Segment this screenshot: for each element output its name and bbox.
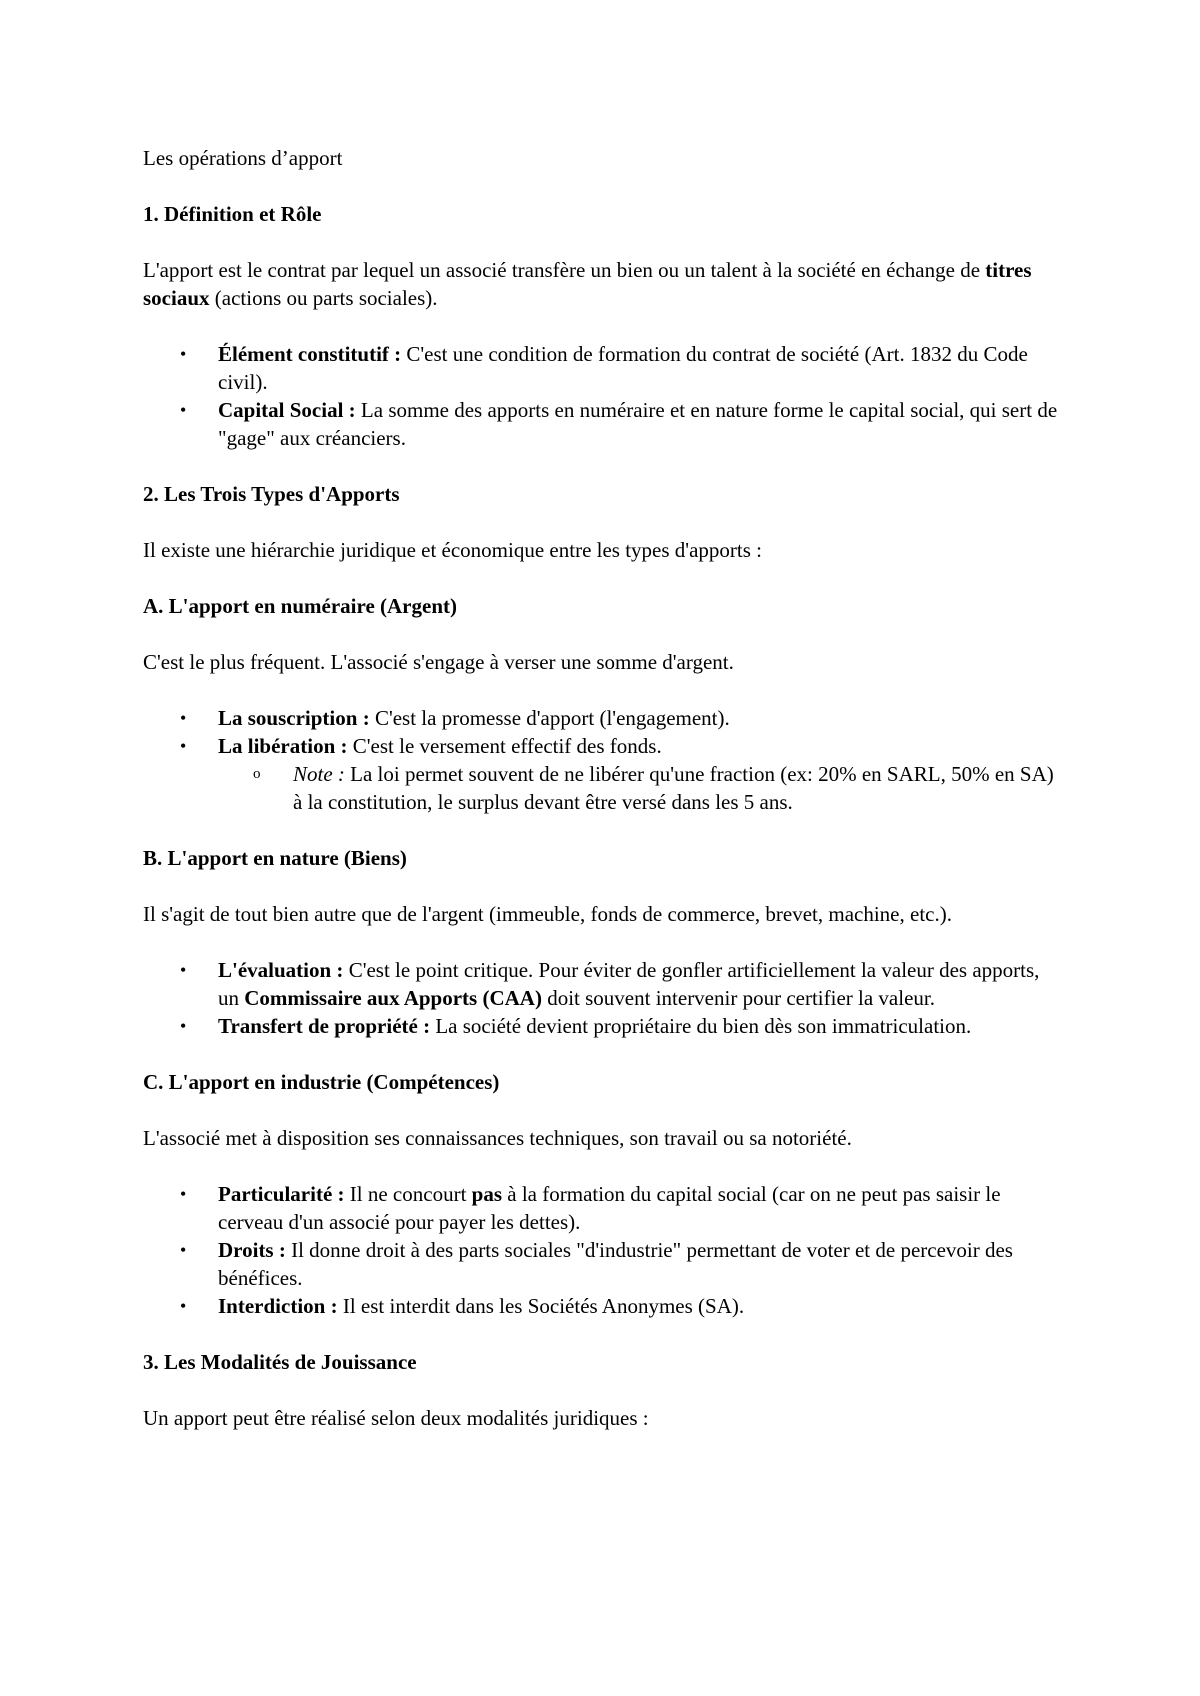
list-item-term: Interdiction : — [218, 1294, 338, 1318]
section-2-heading: 2. Les Trois Types d'Apports — [143, 482, 400, 506]
list-item-text: La somme des apports en numéraire et en nature forme le capital social, qui sert de "gage" aux créanciers. — [218, 398, 1058, 450]
subsection-b-bullet-list — [143, 956, 1058, 1040]
bullet-icon: • — [180, 1016, 187, 1036]
list-item-bold-term: pas — [471, 1182, 503, 1206]
section-1-heading: 1. Définition et Rôle — [143, 202, 322, 226]
bullet-icon: • — [180, 1184, 187, 1204]
list-item — [143, 1236, 1058, 1292]
list-item-term: La libération : — [218, 734, 348, 758]
list-item-text: C'est le point critique. Pour éviter de gonfler artificiellement la valeur des apports, un — [218, 958, 1040, 1010]
bullet-icon: • — [180, 400, 187, 420]
list-item-text: Il donne droit à des parts sociales "d'industrie" permettant de voter et de percevoir des bénéfices. — [218, 1238, 1013, 1290]
list-item-bold-term: Commissaire aux Apports (CAA) — [244, 986, 542, 1010]
circle-bullet-icon: o — [253, 766, 261, 782]
list-item-text: C'est la promesse d'apport (l'engagement). — [369, 706, 730, 730]
note-label: Note : — [293, 762, 345, 786]
list-item-term: Transfert de propriété : — [218, 1014, 431, 1038]
subsection-a-heading: A. L'apport en numéraire (Argent) — [143, 594, 457, 618]
list-item-term: Capital Social : — [218, 398, 356, 422]
list-item — [143, 704, 1058, 732]
list-item-text: La société devient propriétaire du bien dès son immatriculation. — [430, 1014, 972, 1038]
subsection-c-paragraph: L'associé met à disposition ses connaissances techniques, son travail ou sa notoriété. — [143, 1126, 852, 1150]
list-item-text: doit souvent intervenir pour certifier la valeur. — [541, 986, 935, 1010]
bullet-icon: • — [180, 1240, 187, 1260]
list-item-term: Particularité : — [218, 1182, 345, 1206]
section-1-bullet-list — [143, 340, 1058, 452]
list-item — [143, 340, 1058, 396]
section-3-paragraph: Un apport peut être réalisé selon deux modalités juridiques : — [143, 1406, 649, 1430]
list-item-term: L'évaluation : — [218, 958, 344, 982]
bullet-icon: • — [180, 708, 187, 728]
paragraph-bold-term: titres sociaux — [143, 258, 1032, 310]
paragraph-text: (actions ou parts sociales). — [209, 286, 438, 310]
list-item — [143, 396, 1058, 452]
section-3-heading: 3. Les Modalités de Jouissance — [143, 1350, 417, 1374]
document-title: Les opérations d’apport — [143, 146, 343, 170]
subsection-a-bullet-list — [143, 704, 1058, 816]
subsection-c-heading: C. L'apport en industrie (Compétences) — [143, 1070, 500, 1094]
subsection-a-paragraph: C'est le plus fréquent. L'associé s'engage à verser une somme d'argent. — [143, 650, 734, 674]
subsection-c-bullet-list — [143, 1180, 1058, 1320]
bullet-icon: • — [180, 960, 187, 980]
list-item-text: Il est interdit dans les Sociétés Anonymes (SA). — [337, 1294, 745, 1318]
sub-bullet-list — [218, 760, 1058, 816]
document-body — [143, 144, 1058, 1460]
list-item — [143, 956, 1058, 1012]
list-item-text: à la formation du capital social (car on ne peut pas saisir le cerveau d'un associé pour payer les dettes). — [218, 1182, 1001, 1234]
bullet-icon: • — [180, 736, 187, 756]
subsection-b-paragraph: Il s'agit de tout bien autre que de l'argent (immeuble, fonds de commerce, brevet, machine, etc.). — [143, 902, 952, 926]
list-item — [143, 1292, 1058, 1320]
list-item — [143, 1012, 1058, 1040]
list-item-term: Élément constitutif : — [218, 342, 402, 366]
paragraph-text: L'apport est le contrat par lequel un associé transfère un bien ou un talent à la société en échange de — [143, 258, 986, 282]
list-item-text: Il ne concourt — [344, 1182, 472, 1206]
list-item-term: La souscription : — [218, 706, 370, 730]
list-item-term: Droits : — [218, 1238, 286, 1262]
list-item — [143, 732, 1058, 816]
bullet-icon: • — [180, 344, 187, 364]
note-text: La loi permet souvent de ne libérer qu'une fraction (ex: 20% en SARL, 50% en SA) à la constitution, le surplus devant être versé dans les 5 ans. — [293, 762, 1054, 814]
bullet-icon: • — [180, 1296, 187, 1316]
list-item-text: C'est une condition de formation du contrat de société (Art. 1832 du Code civil). — [218, 342, 1028, 394]
section-2-intro: Il existe une hiérarchie juridique et économique entre les types d'apports : — [143, 538, 762, 562]
list-item-text: C'est le versement effectif des fonds. — [347, 734, 662, 758]
sub-list-item — [218, 760, 1058, 816]
list-item — [143, 1180, 1058, 1236]
section-1-paragraph — [143, 256, 1058, 312]
subsection-b-heading: B. L'apport en nature (Biens) — [143, 846, 407, 870]
